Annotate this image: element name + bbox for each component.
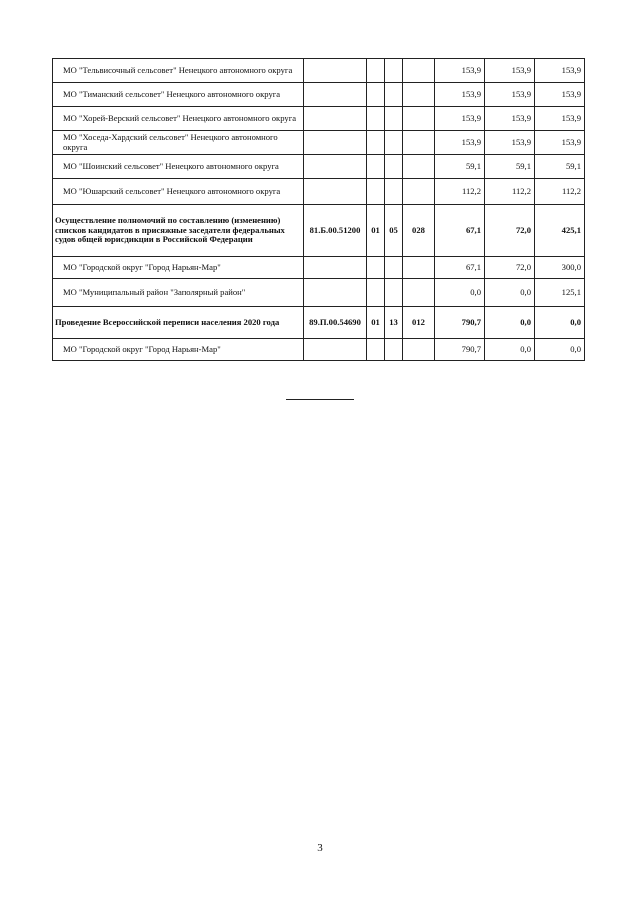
row-target-code: 81.Б.00.51200: [304, 205, 367, 257]
row-value-2: 112,2: [485, 179, 535, 205]
row-value-2: 72,0: [485, 205, 535, 257]
row-section: [367, 155, 385, 179]
row-value-2: 153,9: [485, 59, 535, 83]
row-value-1: 153,9: [435, 131, 485, 155]
row-target-code: [304, 179, 367, 205]
row-section: 01: [367, 307, 385, 339]
row-value-2: 59,1: [485, 155, 535, 179]
row-subsection: 05: [385, 205, 403, 257]
row-section: [367, 179, 385, 205]
row-subsection: [385, 59, 403, 83]
row-name: МО "Хорей-Верский сельсовет" Ненецкого автономного округа: [53, 107, 304, 131]
row-expense-type: 028: [403, 205, 435, 257]
table-row: [53, 155, 585, 179]
row-subsection: [385, 339, 403, 361]
row-expense-type: [403, 131, 435, 155]
row-section: [367, 279, 385, 307]
table-row: [53, 339, 585, 361]
table-body: [53, 59, 585, 361]
page-number: 3: [317, 842, 323, 854]
row-value-2: 153,9: [485, 83, 535, 107]
row-expense-type: [403, 279, 435, 307]
row-subsection: [385, 131, 403, 155]
row-value-3: 153,9: [535, 107, 585, 131]
row-name: МО "Городской округ "Город Нарьян-Мар": [53, 257, 304, 279]
table-row: [53, 131, 585, 155]
row-value-2: 0,0: [485, 307, 535, 339]
row-name: МО "Тиманский сельсовет" Ненецкого автономного округа: [53, 83, 304, 107]
row-section: 01: [367, 205, 385, 257]
row-target-code: [304, 155, 367, 179]
row-subsection: [385, 257, 403, 279]
row-value-2: 153,9: [485, 107, 535, 131]
row-value-3: 153,9: [535, 59, 585, 83]
table-row: [53, 179, 585, 205]
row-name: МО "Хоседа-Хардский сельсовет" Ненецкого автономного округа: [53, 131, 304, 155]
row-value-3: 153,9: [535, 131, 585, 155]
row-value-2: 153,9: [485, 131, 535, 155]
row-subsection: [385, 155, 403, 179]
row-name: МО "Шоинский сельсовет" Ненецкого автономного округа: [53, 155, 304, 179]
row-expense-type: [403, 59, 435, 83]
row-value-1: 67,1: [435, 257, 485, 279]
row-value-1: 153,9: [435, 83, 485, 107]
row-value-3: 0,0: [535, 307, 585, 339]
closing-rule: [286, 399, 354, 400]
row-name: МО "Юшарский сельсовет" Ненецкого автономного округа: [53, 179, 304, 205]
row-value-3: 153,9: [535, 83, 585, 107]
row-name: МО "Тельвисочный сельсовет" Ненецкого автономного округа: [53, 59, 304, 83]
row-value-1: 153,9: [435, 107, 485, 131]
row-value-2: 72,0: [485, 257, 535, 279]
row-section: [367, 131, 385, 155]
row-target-code: [304, 339, 367, 361]
row-name: МО "Городской округ "Город Нарьян-Мар": [53, 339, 304, 361]
row-value-2: 0,0: [485, 279, 535, 307]
row-value-3: 425,1: [535, 205, 585, 257]
row-expense-type: [403, 107, 435, 131]
budget-table: [52, 58, 585, 361]
table-row: [53, 205, 585, 257]
row-expense-type: [403, 179, 435, 205]
row-subsection: [385, 107, 403, 131]
row-value-1: 0,0: [435, 279, 485, 307]
table-row: [53, 59, 585, 83]
table-row: [53, 107, 585, 131]
row-target-code: [304, 59, 367, 83]
row-name: МО "Муниципальный район "Заполярный район": [53, 279, 304, 307]
row-value-3: 0,0: [535, 339, 585, 361]
row-value-3: 59,1: [535, 155, 585, 179]
row-name: Проведение Всероссийской переписи населения 2020 года: [53, 307, 304, 339]
row-value-2: 0,0: [485, 339, 535, 361]
row-expense-type: [403, 339, 435, 361]
row-value-1: 67,1: [435, 205, 485, 257]
row-subsection: [385, 279, 403, 307]
table-row: [53, 257, 585, 279]
row-expense-type: [403, 257, 435, 279]
row-target-code: 89.П.00.54690: [304, 307, 367, 339]
table-row: [53, 83, 585, 107]
row-value-3: 300,0: [535, 257, 585, 279]
row-target-code: [304, 257, 367, 279]
row-target-code: [304, 107, 367, 131]
row-subsection: [385, 179, 403, 205]
row-value-3: 125,1: [535, 279, 585, 307]
row-expense-type: [403, 155, 435, 179]
row-target-code: [304, 83, 367, 107]
row-expense-type: [403, 83, 435, 107]
row-section: [367, 83, 385, 107]
table-row: [53, 307, 585, 339]
row-section: [367, 257, 385, 279]
row-target-code: [304, 279, 367, 307]
row-value-1: 112,2: [435, 179, 485, 205]
row-subsection: [385, 83, 403, 107]
row-value-1: 59,1: [435, 155, 485, 179]
row-section: [367, 59, 385, 83]
row-section: [367, 107, 385, 131]
row-name: Осуществление полномочий по составлению (изменению) списков кандидатов в присяжные заседатели федеральных судов общей юрисдикции в Российской Федерации: [53, 205, 304, 257]
row-value-1: 153,9: [435, 59, 485, 83]
row-value-3: 112,2: [535, 179, 585, 205]
row-value-1: 790,7: [435, 307, 485, 339]
table-row: [53, 279, 585, 307]
row-value-1: 790,7: [435, 339, 485, 361]
row-section: [367, 339, 385, 361]
row-subsection: 13: [385, 307, 403, 339]
row-target-code: [304, 131, 367, 155]
row-expense-type: 012: [403, 307, 435, 339]
